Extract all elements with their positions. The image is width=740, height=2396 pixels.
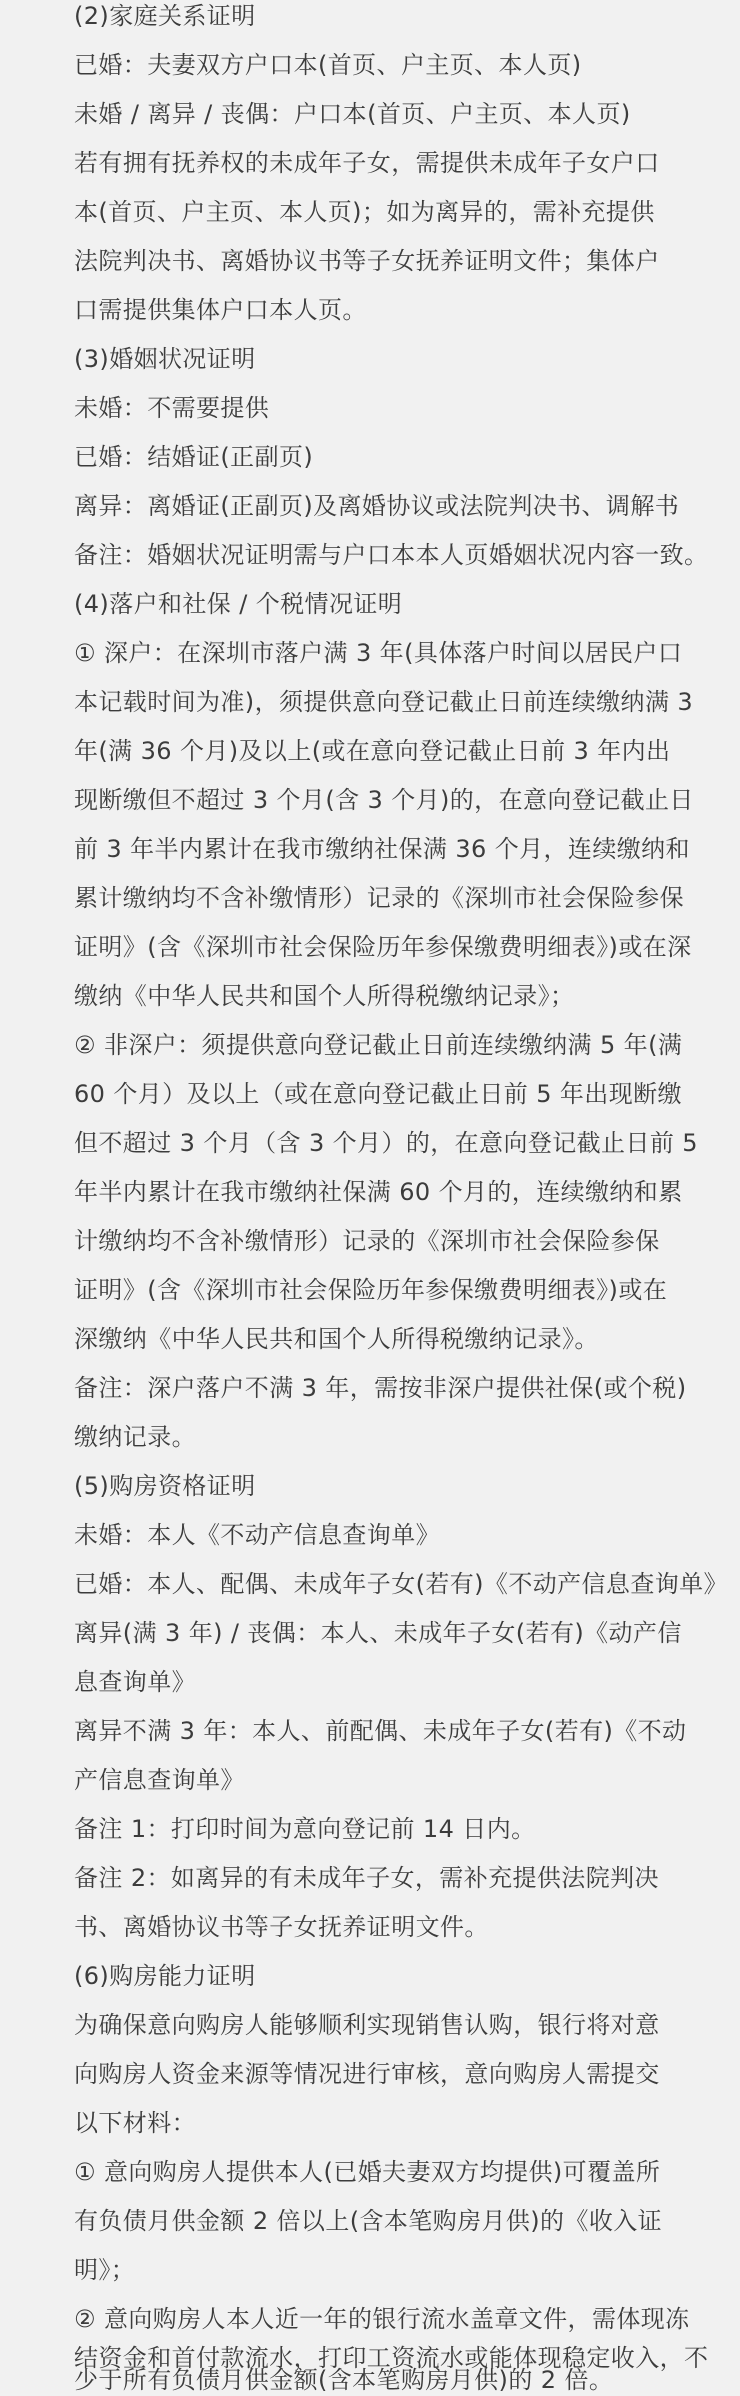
text-line: 备注 1：打印时间为意向登记前 14 日内。 — [74, 1815, 536, 1843]
text-line: 缴纳《中华人民共和国个人所得税缴纳记录》； — [74, 982, 575, 1010]
text-line: 口需提供集体户口本人页。 — [74, 296, 367, 324]
text-line: 本记载时间为准)，须提供意向登记截止日前连续缴纳满 3 — [74, 688, 694, 716]
text-line: 未婚 / 离异 / 丧偶：户口本(首页、户主页、本人页) — [74, 100, 631, 128]
text-line: 结资金和首付款流水，打印工资流水或能体现稳定收入，不 — [74, 2344, 709, 2372]
text-line: 有负债月供金额 2 倍以上(含本笔购房月供)的《收入证 — [74, 2207, 663, 2235]
text-line: 书、离婚协议书等子女抚养证明文件。 — [74, 1913, 489, 1941]
text-line: 以下材料： — [74, 2109, 196, 2137]
text-line: ① 深户：在深圳市落户满 3 年(具体落户时间以居民户口 — [74, 639, 683, 667]
text-line: 现断缴但不超过 3 个月(含 3 个月)的，在意向登记截止日 — [74, 786, 694, 814]
text-line: 离异(满 3 年) / 丧偶：本人、未成年子女(若有)《动产信 — [74, 1619, 682, 1647]
text-line: 但不超过 3 个月（含 3 个月）的，在意向登记截止日前 5 — [74, 1129, 698, 1157]
text-line: 深缴纳《中华人民共和国个人所得税缴纳记录》。 — [74, 1325, 599, 1353]
text-line: 已婚：夫妻双方户口本(首页、户主页、本人页) — [74, 51, 582, 79]
text-line: 备注 2：如离异的有未成年子女，需补充提供法院判决 — [74, 1864, 659, 1892]
text-line: 少于所有负债月供金额(含本笔购房月供)的 2 倍。 — [74, 2366, 614, 2394]
text-line: 已婚：结婚证(正副页) — [74, 443, 314, 471]
text-line: 本(首页、户主页、本人页)；如为离异的，需补充提供 — [74, 198, 655, 226]
text-line: 计缴纳均不含补缴情形）记录的《深圳市社会保险参保 — [74, 1227, 660, 1255]
text-line: 为确保意向购房人能够顺利实现销售认购，银行将对意 — [74, 2011, 660, 2039]
text-line: 年(满 36 个月)及以上(或在意向登记截止日前 3 年内出 — [74, 737, 671, 765]
text-line: 离异：离婚证(正副页)及离婚协议或法院判决书、调解书 — [74, 492, 680, 520]
text-line: 缴纳记录。 — [74, 1423, 196, 1451]
heading-family-relation-proof: (2)家庭关系证明 — [74, 2, 256, 30]
heading-hukou-social-security-proof: (4)落户和社保 / 个税情况证明 — [74, 590, 403, 618]
text-line: 已婚：本人、配偶、未成年子女(若有)《不动产信息查询单》 — [74, 1570, 728, 1598]
text-line: 若有拥有抚养权的未成年子女，需提供未成年子女户口 — [74, 149, 660, 177]
text-line: 前 3 年半内累计在我市缴纳社保满 36 个月，连续缴纳和 — [74, 835, 690, 863]
text-line: 离异不满 3 年：本人、前配偶、未成年子女(若有)《不动 — [74, 1717, 687, 1745]
heading-purchase-eligibility-proof: (5)购房资格证明 — [74, 1472, 256, 1500]
text-line: 累计缴纳均不含补缴情形）记录的《深圳市社会保险参保 — [74, 884, 684, 912]
heading-marital-status-proof: (3)婚姻状况证明 — [74, 345, 256, 373]
text-line: 证明》(含《深圳市社会保险历年参保缴费明细表》)或在深 — [74, 933, 692, 961]
text-line: ② 非深户：须提供意向登记截止日前连续缴纳满 5 年(满 — [74, 1031, 683, 1059]
text-line: 60 个月）及以上（或在意向登记截止日前 5 年出现断缴 — [74, 1080, 682, 1108]
text-line: 息查询单》 — [74, 1668, 196, 1696]
text-line: 未婚：本人《不动产信息查询单》 — [74, 1521, 440, 1549]
text-line: 备注：深户落户不满 3 年，需按非深户提供社保(或个税) — [74, 1374, 687, 1402]
heading-purchase-ability-proof: (6)购房能力证明 — [74, 1962, 256, 1990]
text-line: 产信息查询单》 — [74, 1766, 245, 1794]
text-line: 向购房人资金来源等情况进行审核，意向购房人需提交 — [74, 2060, 660, 2088]
text-line: 备注：婚姻状况证明需与户口本本人页婚姻状况内容一致。 — [74, 541, 709, 569]
text-line: ① 意向购房人提供本人(已婚夫妻双方均提供)可覆盖所 — [74, 2158, 661, 2186]
text-line: 明》； — [74, 2256, 136, 2284]
text-line: ② 意向购房人本人近一年的银行流水盖章文件，需体现冻 — [74, 2305, 690, 2333]
text-line: 证明》(含《深圳市社会保险历年参保缴费明细表》)或在 — [74, 1276, 668, 1304]
text-line: 法院判决书、离婚协议书等子女抚养证明文件；集体户 — [74, 247, 660, 275]
text-line: 未婚：不需要提供 — [74, 394, 270, 422]
text-line: 年半内累计在我市缴纳社保满 60 个月的，连续缴纳和累 — [74, 1178, 683, 1206]
